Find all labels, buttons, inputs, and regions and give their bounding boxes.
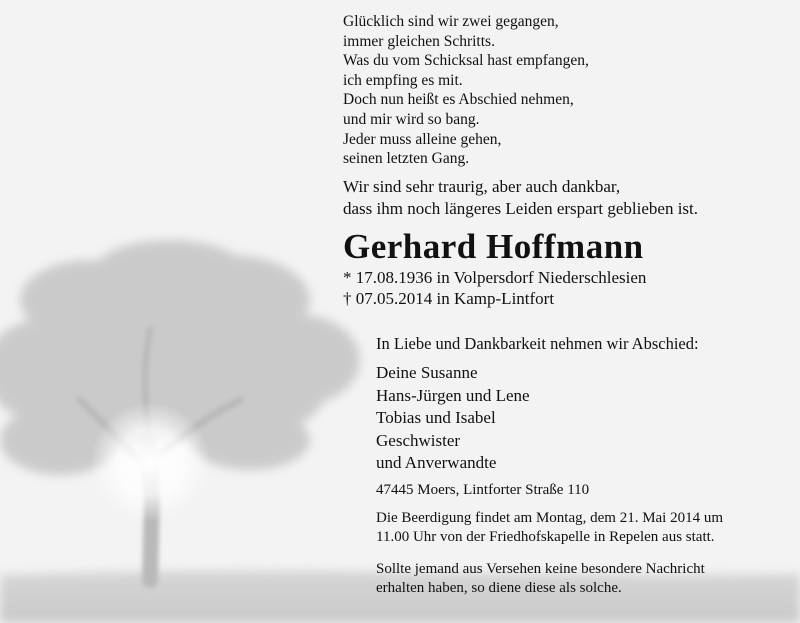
- mourner: Hans-Jürgen und Lene: [376, 385, 530, 405]
- deceased-name: Gerhard Hoffmann: [343, 227, 644, 266]
- mourner: Tobias und Isabel: [376, 408, 496, 427]
- life-dates: [343, 267, 646, 309]
- poem-line: seinen letzten Gang.: [343, 150, 470, 168]
- poem-line: ich empfing es mit.: [343, 71, 463, 89]
- address: 47445 Moers, Lintforter Straße 110: [376, 482, 590, 498]
- poem-line: Jeder muss alleine gehen,: [343, 130, 502, 148]
- note-line: erhalten haben, so diene diese als solche.: [376, 580, 622, 596]
- poem: [343, 12, 589, 169]
- poem-line: immer gleichen Schritts.: [343, 32, 495, 50]
- birth-date: * 17.08.1936 in Volpersdorf Niederschlesien: [343, 268, 647, 287]
- intro-line: dass ihm noch längeres Leiden erspart geblieben ist.: [343, 199, 698, 218]
- mourner: Deine Susanne: [376, 363, 478, 382]
- funeral-line: Die Beerdigung findet am Montag, dem 21. Mai 2014 um: [376, 510, 724, 526]
- mourner: Geschwister: [376, 430, 461, 450]
- poem-line: Glücklich sind wir zwei gegangen,: [343, 13, 559, 30]
- funeral-line: 11.00 Uhr von der Friedhofskapelle in Repelen aus statt.: [376, 529, 715, 545]
- poem-line: Was du vom Schicksal hast empfangen,: [343, 52, 589, 70]
- intro-text: [343, 176, 698, 220]
- mourners-list: [376, 362, 530, 475]
- funeral-info: [376, 509, 723, 547]
- intro-line: Wir sind sehr traurig, aber auch dankbar,: [343, 177, 621, 196]
- note-line: Sollte jemand aus Versehen keine besondere Nachricht: [376, 561, 705, 577]
- notification-note: [376, 560, 705, 598]
- farewell-text: In Liebe und Dankbarkeit nehmen wir Abschied:: [376, 334, 699, 353]
- poem-line: Doch nun heißt es Abschied nehmen,: [343, 91, 574, 109]
- poem-line: und mir wird so bang.: [343, 110, 480, 128]
- mourner: und Anverwandte: [376, 453, 497, 472]
- death-date: † 07.05.2014 in Kamp-Lintfort: [343, 289, 555, 308]
